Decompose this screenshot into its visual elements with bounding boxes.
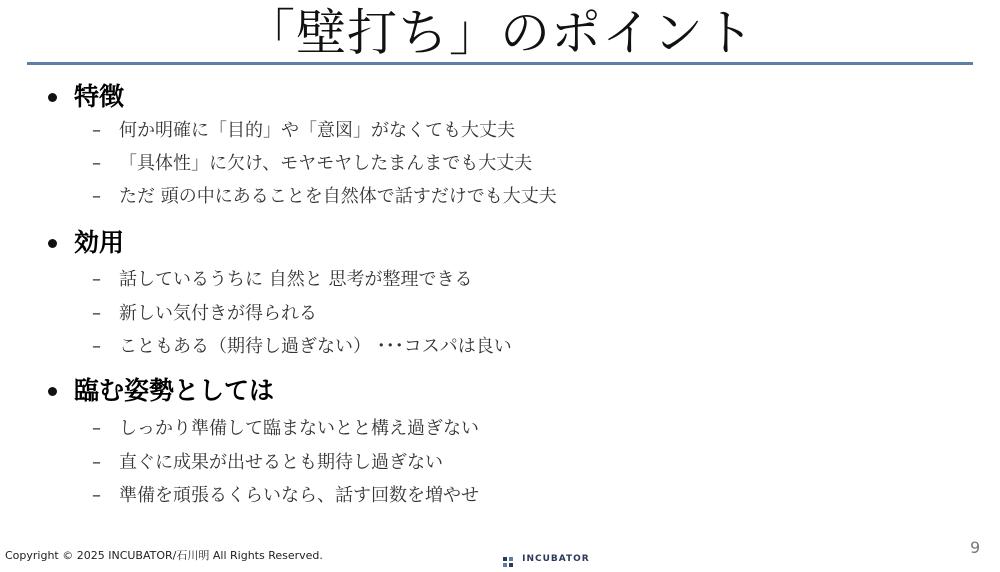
list-item: [0, 265, 1000, 295]
list-item: [0, 299, 1000, 329]
dash-icon: –: [92, 303, 101, 324]
section-heading: 特徴: [74, 82, 125, 111]
list-item-text: 直ぐに成果が出せるとも期待し過ぎない: [119, 452, 443, 473]
list-item: [0, 332, 1000, 362]
dash-icon: –: [92, 485, 101, 506]
dash-icon: –: [92, 120, 101, 141]
dash-icon: –: [92, 269, 101, 290]
list-item-text: 何か明確に「目的」や「意図」がなくても大丈夫: [119, 120, 515, 141]
section-heading: 臨む姿勢としては: [74, 376, 275, 405]
list-item: [0, 481, 1000, 511]
list-item-text: 「具体性」に欠け、モヤモヤしたまんまでも大丈夫: [119, 153, 533, 174]
list-item: [0, 448, 1000, 478]
list-item: [0, 414, 1000, 444]
dash-icon: –: [92, 153, 101, 174]
section-heading-row: [0, 374, 1000, 408]
dash-icon: –: [92, 418, 101, 439]
list-item-text: 新しい気付きが得られる: [119, 303, 317, 324]
bullet-dot-icon: [48, 387, 57, 396]
list-item: [0, 116, 1000, 146]
bullet-dot-icon: [48, 239, 57, 248]
copyright-text: Copyright © 2025 INCUBATOR/石川明 All Rights Reserved.: [5, 549, 323, 562]
dash-icon: –: [92, 186, 101, 207]
page-number: 9: [970, 538, 981, 557]
list-item-text: ただ 頭の中にあることを自然体で話すだけでも大丈夫: [119, 186, 557, 207]
incubator-logo: [502, 548, 590, 562]
section-heading-row: [0, 80, 1000, 114]
bullet-dot-icon: [48, 93, 57, 102]
slide-title: 「壁打ち」のポイント: [245, 4, 755, 62]
section-heading: 効用: [74, 228, 125, 257]
list-item-text: しっかり準備して臨まないとと構え過ぎない: [119, 418, 479, 439]
list-item: [0, 149, 1000, 179]
list-item-text: こともある（期待し過ぎない） ･･･コスパは良い: [119, 336, 512, 357]
logo-text: INCUBATOR: [522, 553, 590, 564]
list-item-text: 準備を頑張るくらいなら、話す回数を増やせ: [119, 485, 479, 506]
list-item-text: 話しているうちに 自然と 思考が整理できる: [119, 269, 473, 290]
dash-icon: –: [92, 336, 101, 357]
dash-icon: –: [92, 452, 101, 473]
section-heading-row: [0, 226, 1000, 260]
list-item: [0, 182, 1000, 212]
